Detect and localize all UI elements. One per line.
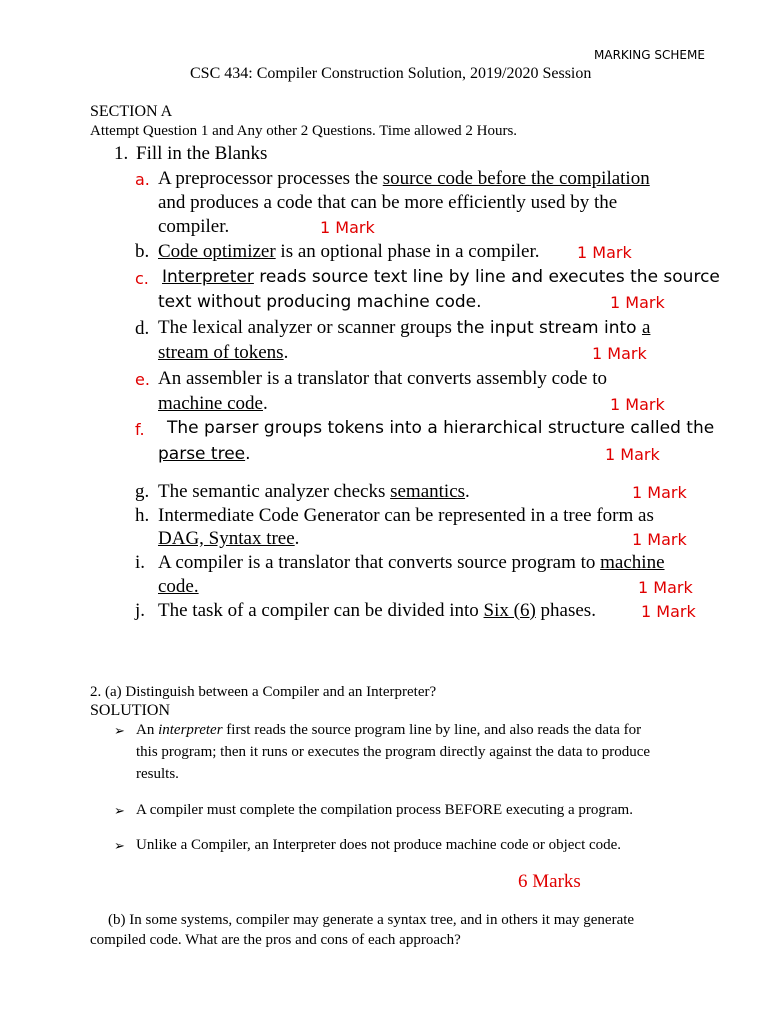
bullet-3: Unlike a Compiler, an Interpreter does not produce machine code or object code. [136, 837, 622, 853]
item-c-line-1 [162, 267, 720, 287]
item-b-answer: Code optimizer [158, 241, 276, 262]
bullet-1-line-3: results. [136, 766, 179, 782]
item-d-line-2 [158, 342, 288, 364]
item-h-period: . [294, 528, 300, 549]
item-a-line-3: compiler. [158, 216, 230, 237]
item-e-answer: machine code [158, 393, 263, 414]
section-heading: SECTION A [90, 103, 173, 120]
item-g-label: g. [135, 481, 150, 502]
item-i-mark: 1 Mark [638, 578, 693, 597]
item-g-mark: 1 Mark [632, 483, 687, 502]
bullet-arrow-icon: ➢ [114, 724, 125, 739]
item-f-label: f. [135, 420, 145, 439]
item-j-answer: Six (6) [483, 600, 536, 621]
question-1-title: Fill in the Blanks [136, 143, 268, 164]
item-b-text: is an optional phase in a compiler. [275, 241, 540, 262]
item-a-text: A preprocessor processes the [158, 168, 383, 189]
item-j-text-2: phases. [535, 600, 596, 621]
item-g-text: The semantic analyzer checks [158, 481, 391, 502]
item-i-answer-start: machine [600, 552, 665, 573]
item-d-text: The lexical analyzer or scanner groups [158, 317, 457, 338]
item-g-line-1 [158, 481, 470, 503]
item-c-answer: Interpreter [162, 267, 254, 287]
question-2a-marks: 6 Marks [518, 871, 581, 892]
item-e-mark: 1 Mark [610, 395, 665, 414]
item-b-mark: 1 Mark [577, 243, 632, 262]
item-i-line-2 [158, 576, 199, 598]
document-title: CSC 434: Compiler Construction Solution, 2019/2020 Session [190, 65, 592, 82]
bullet-1-emphasis: interpreter [158, 722, 223, 738]
item-g-period: . [465, 481, 470, 502]
question-2b-line-1: (b) In some systems, compiler may generate a syntax tree, and in others it may generate [108, 912, 635, 928]
marking-scheme-label: MARKING SCHEME [594, 48, 705, 62]
bullet-arrow-icon: ➢ [114, 804, 125, 819]
item-c-mark: 1 Mark [610, 293, 665, 312]
item-c-label: c. [135, 269, 149, 288]
item-f-answer: parse tree [158, 444, 246, 464]
bullet-1-line-1 [136, 722, 641, 739]
item-d-line-1 [158, 317, 650, 339]
bullet-arrow-icon: ➢ [114, 839, 125, 854]
item-d-text-2: the input stream into [456, 318, 642, 338]
item-b-line-1 [158, 241, 540, 263]
question-2a: 2. (a) Distinguish between a Compiler and an Interpreter? [90, 684, 437, 700]
item-h-label: h. [135, 505, 150, 526]
bullet-1-text-2: first reads the source program line by line, and also reads the data for [222, 722, 642, 738]
item-a-line-2: and produces a code that can be more efficiently used by the [158, 192, 618, 213]
item-f-line-1: The parser groups tokens into a hierarchical structure called the [167, 418, 715, 438]
item-g-answer: semantics [390, 481, 466, 502]
item-f-mark: 1 Mark [605, 445, 660, 464]
item-i-label: i. [135, 552, 146, 573]
item-j-line-1 [158, 600, 596, 622]
item-i-text: A compiler is a translator that converts source program to [158, 552, 601, 573]
item-e-line-1: An assembler is a translator that converts assembly code to [158, 368, 608, 389]
item-a-answer: source code before the compilation [382, 168, 650, 189]
item-e-line-2 [158, 393, 268, 415]
item-h-mark: 1 Mark [632, 530, 687, 549]
item-c-text: reads source text line by line and executes the source [253, 267, 720, 287]
item-e-label: e. [135, 370, 150, 389]
item-b-label: b. [135, 241, 150, 262]
solution-heading: SOLUTION [90, 702, 170, 719]
item-a-mark: 1 Mark [320, 218, 375, 237]
item-a-label: a. [135, 170, 150, 189]
item-f-period: . [245, 444, 251, 464]
item-d-period: . [283, 342, 289, 363]
item-f-line-2 [158, 444, 251, 464]
section-instruction: Attempt Question 1 and Any other 2 Questions. Time allowed 2 Hours. [90, 123, 518, 139]
bullet-2: A compiler must complete the compilation process BEFORE executing a program. [136, 802, 633, 818]
item-d-mark: 1 Mark [592, 344, 647, 363]
item-j-mark: 1 Mark [641, 602, 696, 621]
question-2b-line-2: compiled code. What are the pros and cons of each approach? [90, 932, 461, 948]
item-i-answer: code. [158, 576, 199, 597]
item-h-line-2 [158, 528, 299, 550]
item-j-label: j. [135, 600, 146, 621]
item-h-line-1: Intermediate Code Generator can be represented in a tree form as [158, 505, 654, 526]
item-j-text: The task of a compiler can be divided into [158, 600, 484, 621]
item-a-line-1 [158, 168, 650, 190]
item-d-label: d. [135, 318, 150, 339]
bullet-1-text: An [136, 722, 159, 738]
bullet-1-line-2: this program; then it runs or executes the program directly against the data to produce [136, 744, 651, 760]
item-d-answer-start: a [641, 317, 651, 338]
item-e-period: . [262, 393, 268, 414]
item-h-answer: DAG, Syntax tree [158, 528, 295, 549]
item-c-line-2: text without producing machine code. [158, 292, 482, 312]
item-d-answer: stream of tokens [158, 342, 284, 363]
item-i-line-1 [158, 552, 665, 574]
question-1-number: 1. [114, 143, 129, 164]
